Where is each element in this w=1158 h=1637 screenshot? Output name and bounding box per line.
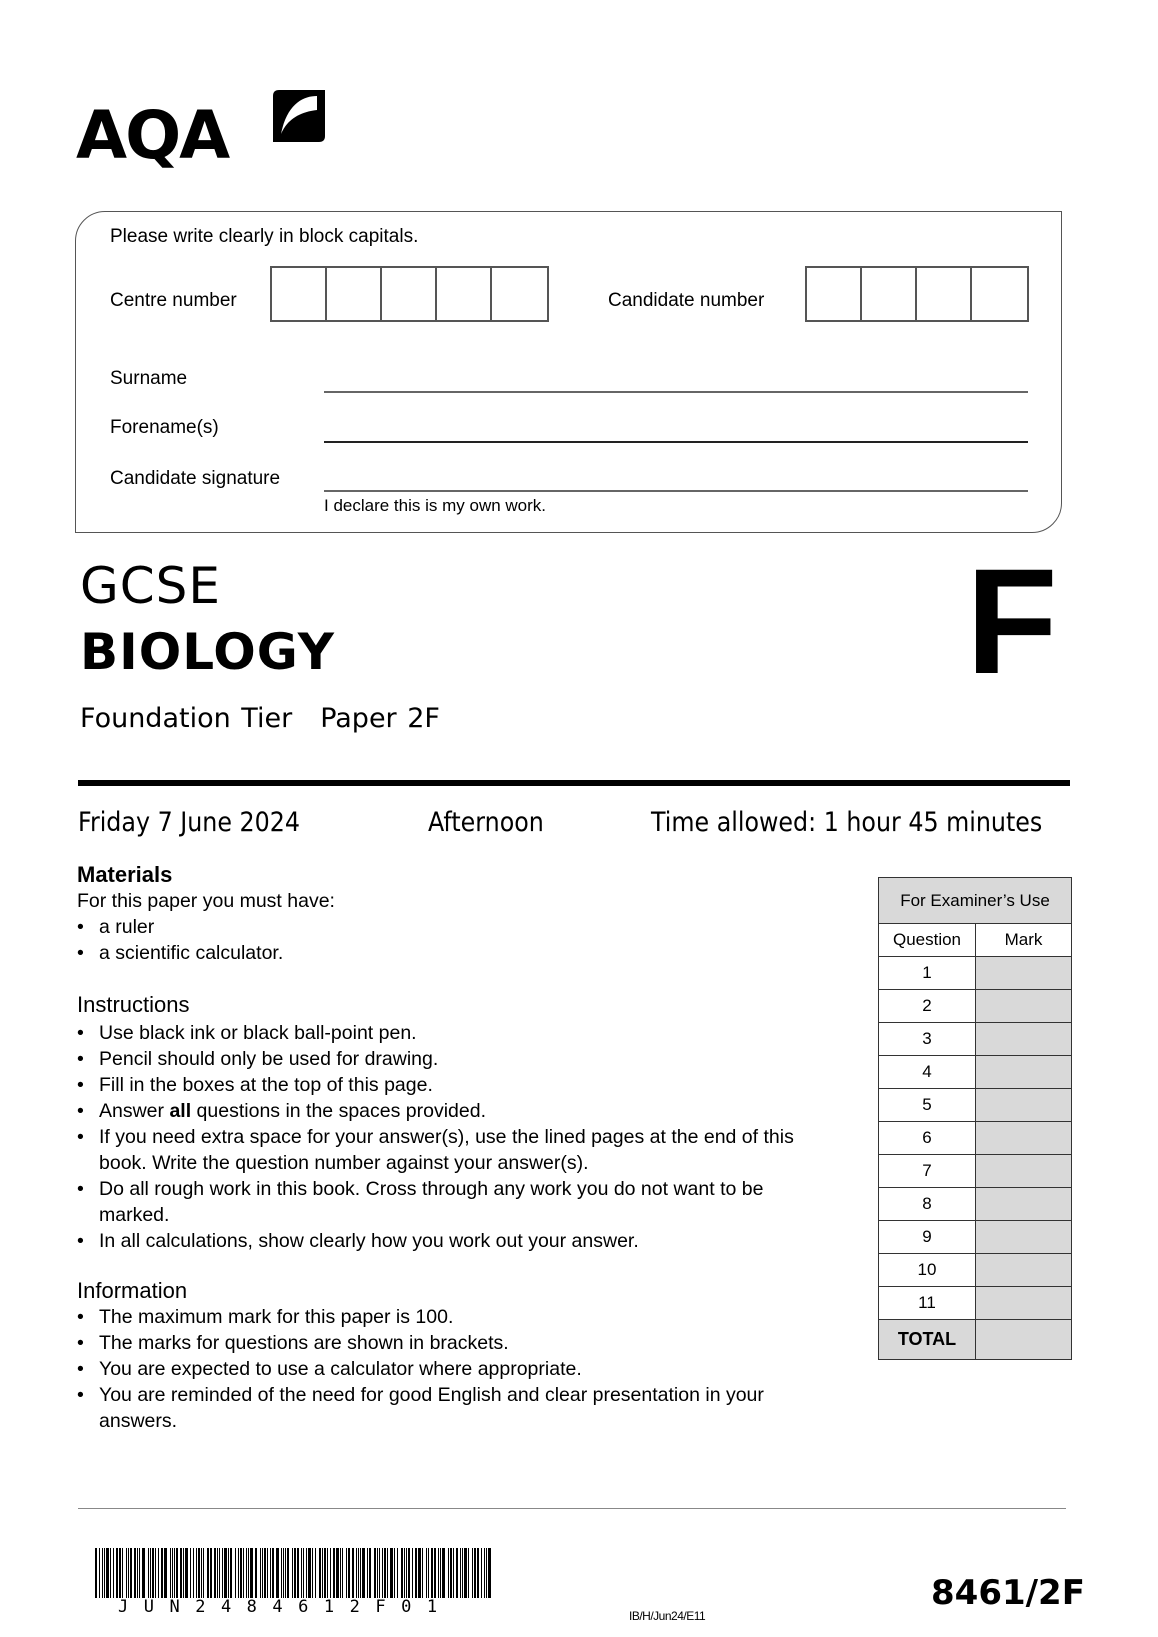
subject-title: BIOLOGY — [80, 623, 335, 681]
candidate-number-digit-box[interactable] — [862, 268, 917, 320]
information-item: • You are reminded of the need for good English and clear presentation in your answers. — [77, 1382, 797, 1434]
aqa-logo — [76, 84, 336, 174]
forenames-label: Forename(s) — [110, 417, 219, 438]
block-capitals-instruction: Please write clearly in block capitals. — [110, 226, 419, 247]
question-number: 10 — [879, 1254, 976, 1287]
table-row — [879, 1188, 1072, 1221]
instruction-item: • Pencil should only be used for drawing. — [77, 1046, 837, 1072]
question-number: 4 — [879, 1056, 976, 1089]
instruction-item: • If you need extra space for your answer(s), use the lined pages at the end of this book. Write the question number against your answer(s). — [77, 1124, 837, 1176]
materials-intro: For this paper you must have: — [77, 890, 335, 912]
table-row — [879, 1155, 1072, 1188]
information-item: • You are expected to use a calculator where appropriate. — [77, 1356, 797, 1382]
table-row — [879, 1221, 1072, 1254]
mark-cell — [976, 990, 1072, 1023]
candidate-number-label: Candidate number — [608, 290, 765, 311]
candidate-number-digit-box[interactable] — [917, 268, 972, 320]
candidate-number-digit-box[interactable] — [807, 268, 862, 320]
instruction-text: Answer — [99, 1100, 170, 1122]
footer-divider — [78, 1508, 1066, 1509]
table-row — [879, 1023, 1072, 1056]
instructions-section — [77, 992, 837, 1254]
materials-item: • a scientific calculator. — [77, 940, 837, 966]
column-header-question: Question — [879, 924, 976, 957]
reference-code: IB/H/Jun24/E11 — [629, 1609, 706, 1623]
mark-cell — [976, 1287, 1072, 1320]
materials-list — [77, 914, 837, 966]
total-mark-cell — [976, 1320, 1072, 1360]
exam-session: Afternoon — [428, 807, 544, 838]
question-number: 9 — [879, 1221, 976, 1254]
mark-cell — [976, 1023, 1072, 1056]
tier-label: Foundation Tier — [80, 703, 293, 734]
instruction-item — [77, 1098, 837, 1124]
centre-number-digit-box[interactable] — [272, 268, 327, 320]
forenames-field[interactable] — [324, 441, 1028, 443]
column-header-mark: Mark — [976, 924, 1072, 957]
logo-text: AQA — [76, 97, 229, 174]
mark-cell — [976, 957, 1072, 990]
table-row — [879, 1122, 1072, 1155]
time-allowed: Time allowed: 1 hour 45 minutes — [651, 807, 1043, 838]
mark-cell — [976, 1221, 1072, 1254]
centre-number-digit-box[interactable] — [327, 268, 382, 320]
mark-cell — [976, 1188, 1072, 1221]
materials-item: • a ruler — [77, 914, 837, 940]
tier-paper-line — [80, 702, 440, 736]
centre-number-digit-box[interactable] — [437, 268, 492, 320]
materials-heading: Materials — [77, 862, 173, 887]
question-number: 1 — [879, 957, 976, 990]
table-row — [879, 990, 1072, 1023]
table-row — [879, 1287, 1072, 1320]
declaration-note: I declare this is my own work. — [324, 496, 547, 515]
exam-date: Friday 7 June 2024 — [78, 807, 301, 838]
examiners-use-table — [878, 877, 1072, 1360]
examiners-use-title: For Examiner’s Use — [879, 878, 1072, 924]
question-number: 3 — [879, 1023, 976, 1056]
mark-cell — [976, 1122, 1072, 1155]
signature-label: Candidate signature — [110, 468, 281, 489]
tier-letter: F — [966, 537, 1058, 705]
centre-number-field[interactable] — [270, 266, 549, 322]
divider — [78, 780, 1070, 786]
total-row — [879, 1320, 1072, 1360]
information-section — [77, 1278, 797, 1434]
mark-cell — [976, 1254, 1072, 1287]
instruction-item: • In all calculations, show clearly how you work out your answer. — [77, 1228, 837, 1254]
centre-number-digit-box[interactable] — [492, 268, 547, 320]
centre-number-label: Centre number — [110, 290, 237, 311]
question-number: 8 — [879, 1188, 976, 1221]
candidate-number-field[interactable] — [805, 266, 1029, 322]
barcode-text: JUN2484612F01 — [118, 1597, 453, 1617]
paper-code: 8461/2F — [931, 1573, 1085, 1613]
question-number: 11 — [879, 1287, 976, 1320]
instruction-item: • Do all rough work in this book. Cross through any work you do not want to be marked. — [77, 1176, 837, 1228]
paper-label: Paper 2F — [320, 703, 440, 734]
information-heading: Information — [77, 1278, 188, 1303]
table-row — [879, 957, 1072, 990]
aqa-leaf-icon — [273, 90, 325, 142]
instruction-text: questions in the spaces provided. — [191, 1100, 486, 1122]
qualification-title: GCSE — [80, 557, 221, 615]
table-row — [879, 1056, 1072, 1089]
candidate-number-digit-box[interactable] — [972, 268, 1027, 320]
mark-cell — [976, 1056, 1072, 1089]
surname-label: Surname — [110, 368, 188, 389]
total-label: TOTAL — [879, 1320, 976, 1360]
instruction-item: • Use black ink or black ball-point pen. — [77, 1020, 837, 1046]
instruction-emphasis: all — [169, 1100, 192, 1122]
surname-field[interactable] — [324, 391, 1028, 393]
question-number: 5 — [879, 1089, 976, 1122]
question-number: 7 — [879, 1155, 976, 1188]
instruction-item: • Fill in the boxes at the top of this page. — [77, 1072, 837, 1098]
mark-cell — [976, 1089, 1072, 1122]
mark-cell — [976, 1155, 1072, 1188]
information-list — [77, 1304, 797, 1434]
instructions-list — [77, 1020, 837, 1254]
information-item: • The maximum mark for this paper is 100. — [77, 1304, 797, 1330]
table-row — [879, 1254, 1072, 1287]
information-item: • The marks for questions are shown in brackets. — [77, 1330, 797, 1356]
materials-section — [77, 862, 837, 966]
table-row — [879, 1089, 1072, 1122]
instructions-heading: Instructions — [77, 992, 190, 1017]
signature-field[interactable] — [324, 490, 1028, 492]
question-number: 2 — [879, 990, 976, 1023]
centre-number-digit-box[interactable] — [382, 268, 437, 320]
question-number: 6 — [879, 1122, 976, 1155]
barcode-icon — [95, 1548, 493, 1598]
